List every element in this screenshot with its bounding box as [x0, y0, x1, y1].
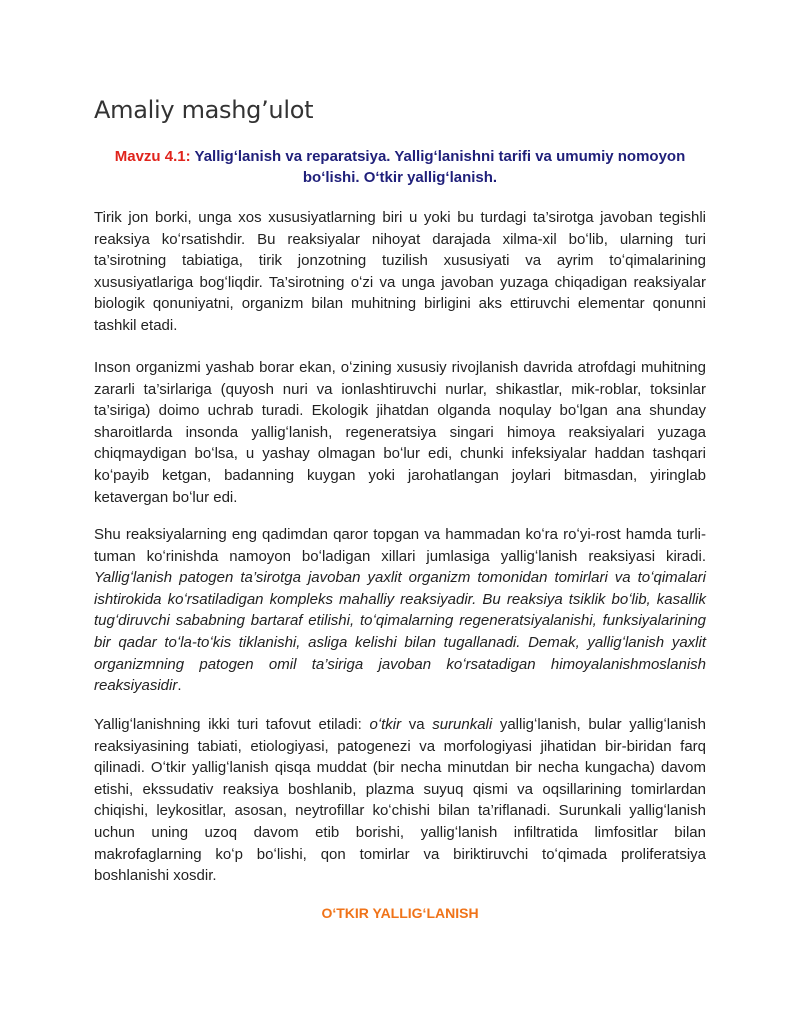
topic-heading	[94, 146, 706, 188]
paragraph-4-c: va	[401, 716, 433, 733]
paragraph-3-start: Shu reaksiyalarning eng qadimdan qaror topgan va hammadan koʻra roʻyi-rost hamda turli-tuman koʻrinishda namoyon boʻladigan xillari jumlasiga yalligʻlanish reaksiyasi kiradi.	[94, 526, 706, 565]
paragraph-3-italic: Yalligʻlanish patogen ta’sirotga javoban yaxlit organizm tomonidan tomirlari va toʻqimalari ishtirokida koʻrsatiladigan kompleks mahalliy reaksiyadir. Bu reaksiya tsiklik boʻlib, kasallik tugʻdiruvchi sababning bartaraf etilishi, toʻqimalarning regeneratsiyalanishi, funksiyalarining bir qadar toʻla-toʻkis tiklanishi, asliga kelishi bilan tugallanadi. Demak, yalligʻlanish yaxlit organizmning patogen omil ta’siriga javoban koʻrsatadigan himoyalanishmoslanish reaksiyasidir	[94, 569, 706, 695]
paragraph-2: Inson organizmi yashab borar ekan, oʻzining xususiy rivojlanish davrida atrofdagi muhitning zararli ta’sirlariga (quyosh nuri va ionlashtiruvchi nurlar, shikastlar, mik-roblar, toksinlar ta’siriga) doimo uchrab turadi. Ekologik jihatdan olganda noqulay boʻlgan ana shunday sharoitlarda insonda yalligʻlanish, regeneratsiya singari himoya reaksiyalari yuzaga chiqmaydigan boʻlsa, u yashay olmagan boʻlur edi, chunki infeksiyalar haddan tashqari koʻpayib ketgan, badanning kuygan yoki jarohatlangan joylari bitmasdan, yiringlab ketavergan boʻlur edi.	[94, 359, 706, 506]
topic-label: Mavzu 4.1:	[114, 148, 191, 165]
paragraph-4-acute: oʻtkir	[369, 716, 402, 733]
paragraph-4-chronic: surunkali	[432, 716, 493, 733]
section-heading: OʻTKIR YALLIGʻLANISH	[321, 905, 479, 921]
paragraph-3-end: .	[177, 677, 182, 695]
paragraph-1: Tirik jon borki, unga xos xususiyatlarning biri u yoki bu turdagi ta’sirotga javoban tegishli reaksiya koʻrsatishdir. Bu reaksiyalar nihoyat darajada xilma-xil boʻlib, ularning turi ta’sirotning tabiatiga, tirik jonzotning tuzilish xususiyati va ayrim toʻqimalarining xususiyatlariga bogʻliqdir. Ta’sirotning oʻzi va unga javoban yuzaga chiqadigan reaksiyalar biologik qonuniyatni, organizm bilan muhitning birligini aks ettiruvchi elementar qonunni tashkil etadi.	[94, 209, 706, 334]
page-title: Amaliy mashg’ulot	[94, 96, 314, 124]
topic-text: Yalligʻlanish va reparatsiya. Yalligʻlanishni tarifi va umumiy nomoyon boʻlishi. Oʻtkir yalligʻlanish.	[194, 148, 686, 186]
paragraph-3	[94, 524, 706, 697]
paragraph-4-e: yalligʻlanish, bular yalligʻlanish reaksiyasining tabiati, etiologiyasi, patogenezi va morfologiyasi jihatidan bir-biridan farq qilinadi. Oʻtkir yalligʻlanish qisqa muddat (bir necha minutdan bir necha kungacha) davom etishi, ekssudativ reaksiya boshlanib, plazma suyuq qismi va oqsillarining tomirlardan chiqishi, leykositlar, asosan, neytrofillar koʻchishi bilan ta’riflanadi. Surunkali yalligʻlanish uchun uning uzoq davom etib borishi, yalligʻlanish infiltratida limfositlar bilan makrofaglarning koʻp boʻlishi, qon tomirlar va biriktiruvchi toʻqimada proliferatsiya boshlanishi xosdir.	[94, 716, 707, 885]
paragraph-4-a: Yalligʻlanishning ikki turi tafovut etiladi:	[94, 716, 370, 733]
paragraph-4	[94, 714, 706, 887]
